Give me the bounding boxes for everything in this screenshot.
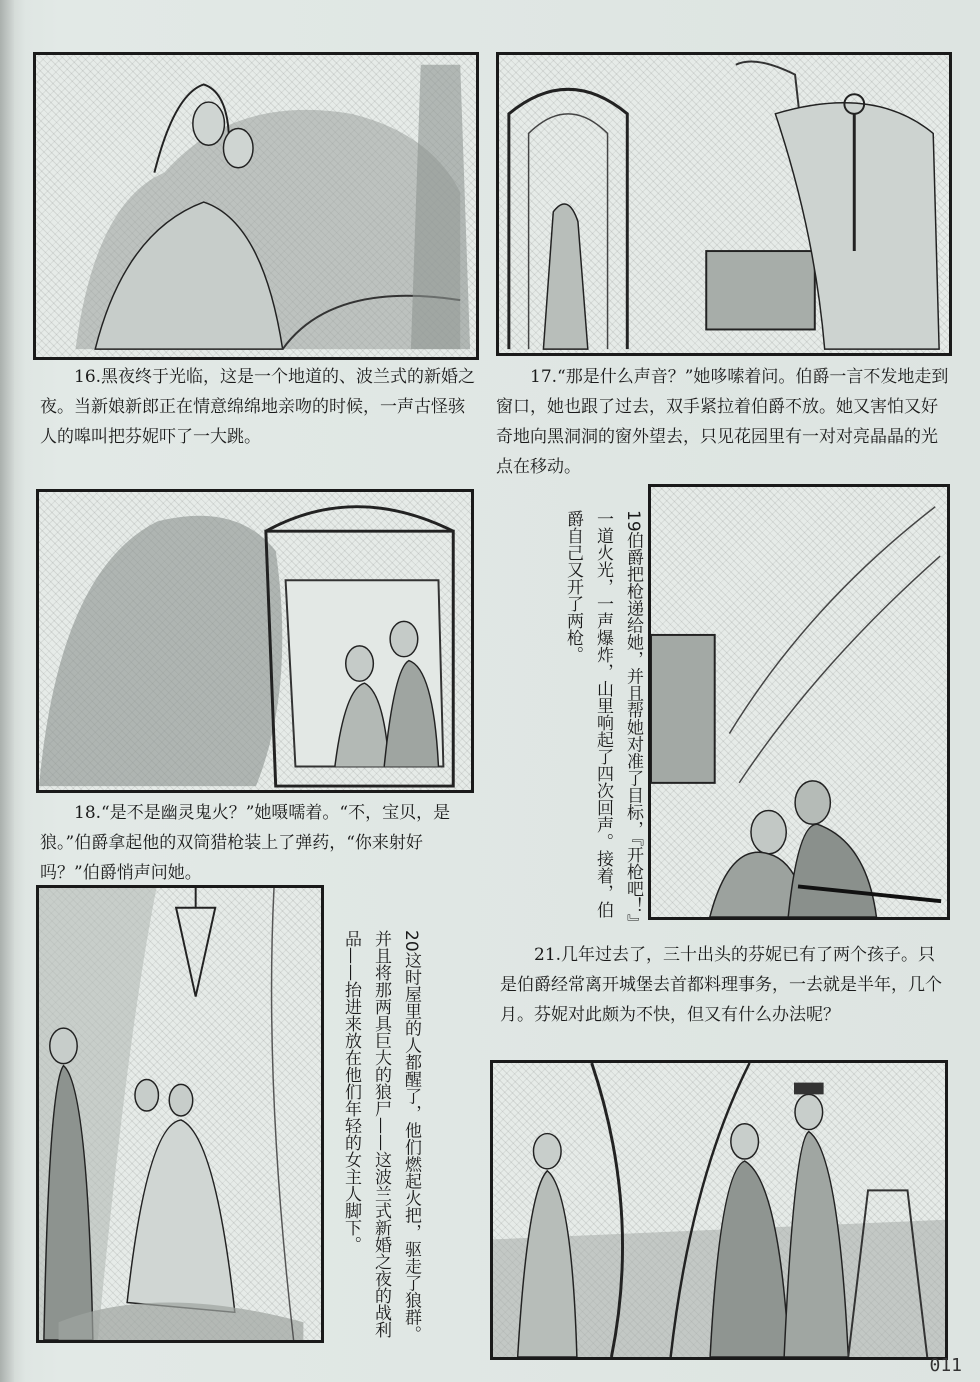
binding-gutter [0,0,14,1382]
panel-17-drawing [499,55,949,353]
caption-19-text: 伯爵把枪递给她，并且帮她对准了目标，『开枪吧！』一道火光，一声爆炸，山里响起了四次回声。接着，伯爵自己又开了两枪。 [563,510,643,923]
panel-16-illustration [33,52,479,360]
panel-18-illustration [36,489,474,793]
caption-20 [336,930,426,1350]
caption-19 [558,510,648,930]
panel-16-drawing [36,55,476,357]
panel-21-illustration [490,1060,948,1360]
caption-18: 18.“是不是幽灵鬼火？”她嗫嚅着。“不，宝贝，是狼。”伯爵拿起他的双筒猎枪装上了弹药，“你来射好吗？”伯爵悄声问她。 [40,803,451,883]
caption-19-number: 19 [623,510,643,532]
caption-20-number: 20 [401,930,421,952]
panel-17-illustration [496,52,952,356]
panel-18-drawing [39,492,471,790]
caption-21: 21.几年过去了，三十出头的芬妮已有了两个孩子。只是伯爵经常离开城堡去首都料理事务，一去就是半年，几个月。芬妮对此颇为不快，但又有什么办法呢？ [500,945,942,1025]
panel-21-drawing [493,1063,945,1357]
page-number: 011 [929,1355,962,1376]
caption-16: 16.黑夜终于光临，这是一个地道的、波兰式的新婚之夜。当新娘新郎正在情意绵绵地亲吻的时候，一声古怪骇人的嗥叫把芬妮吓了一大跳。 [40,367,476,447]
panel-20-drawing [39,888,321,1340]
panel-19-illustration [648,484,950,920]
panel-19-drawing [651,487,947,917]
caption-20-text: 这时屋里的人都醒了，他们燃起火把，驱走了狼群。并且将那两具巨大的狼尸——这波兰式新婚之夜的战利品——抬进来放在他们年轻的女主人脚下。 [341,930,421,1343]
panel-20-illustration [36,885,324,1343]
caption-17: 17.“那是什么声音？”她哆嗦着问。伯爵一言不发地走到窗口，她也跟了过去，双手紧拉着伯爵不放。她又害怕又好奇地向黑洞洞的窗外望去，只见花园里有一对对亮晶晶的光点在移动。 [496,367,949,477]
